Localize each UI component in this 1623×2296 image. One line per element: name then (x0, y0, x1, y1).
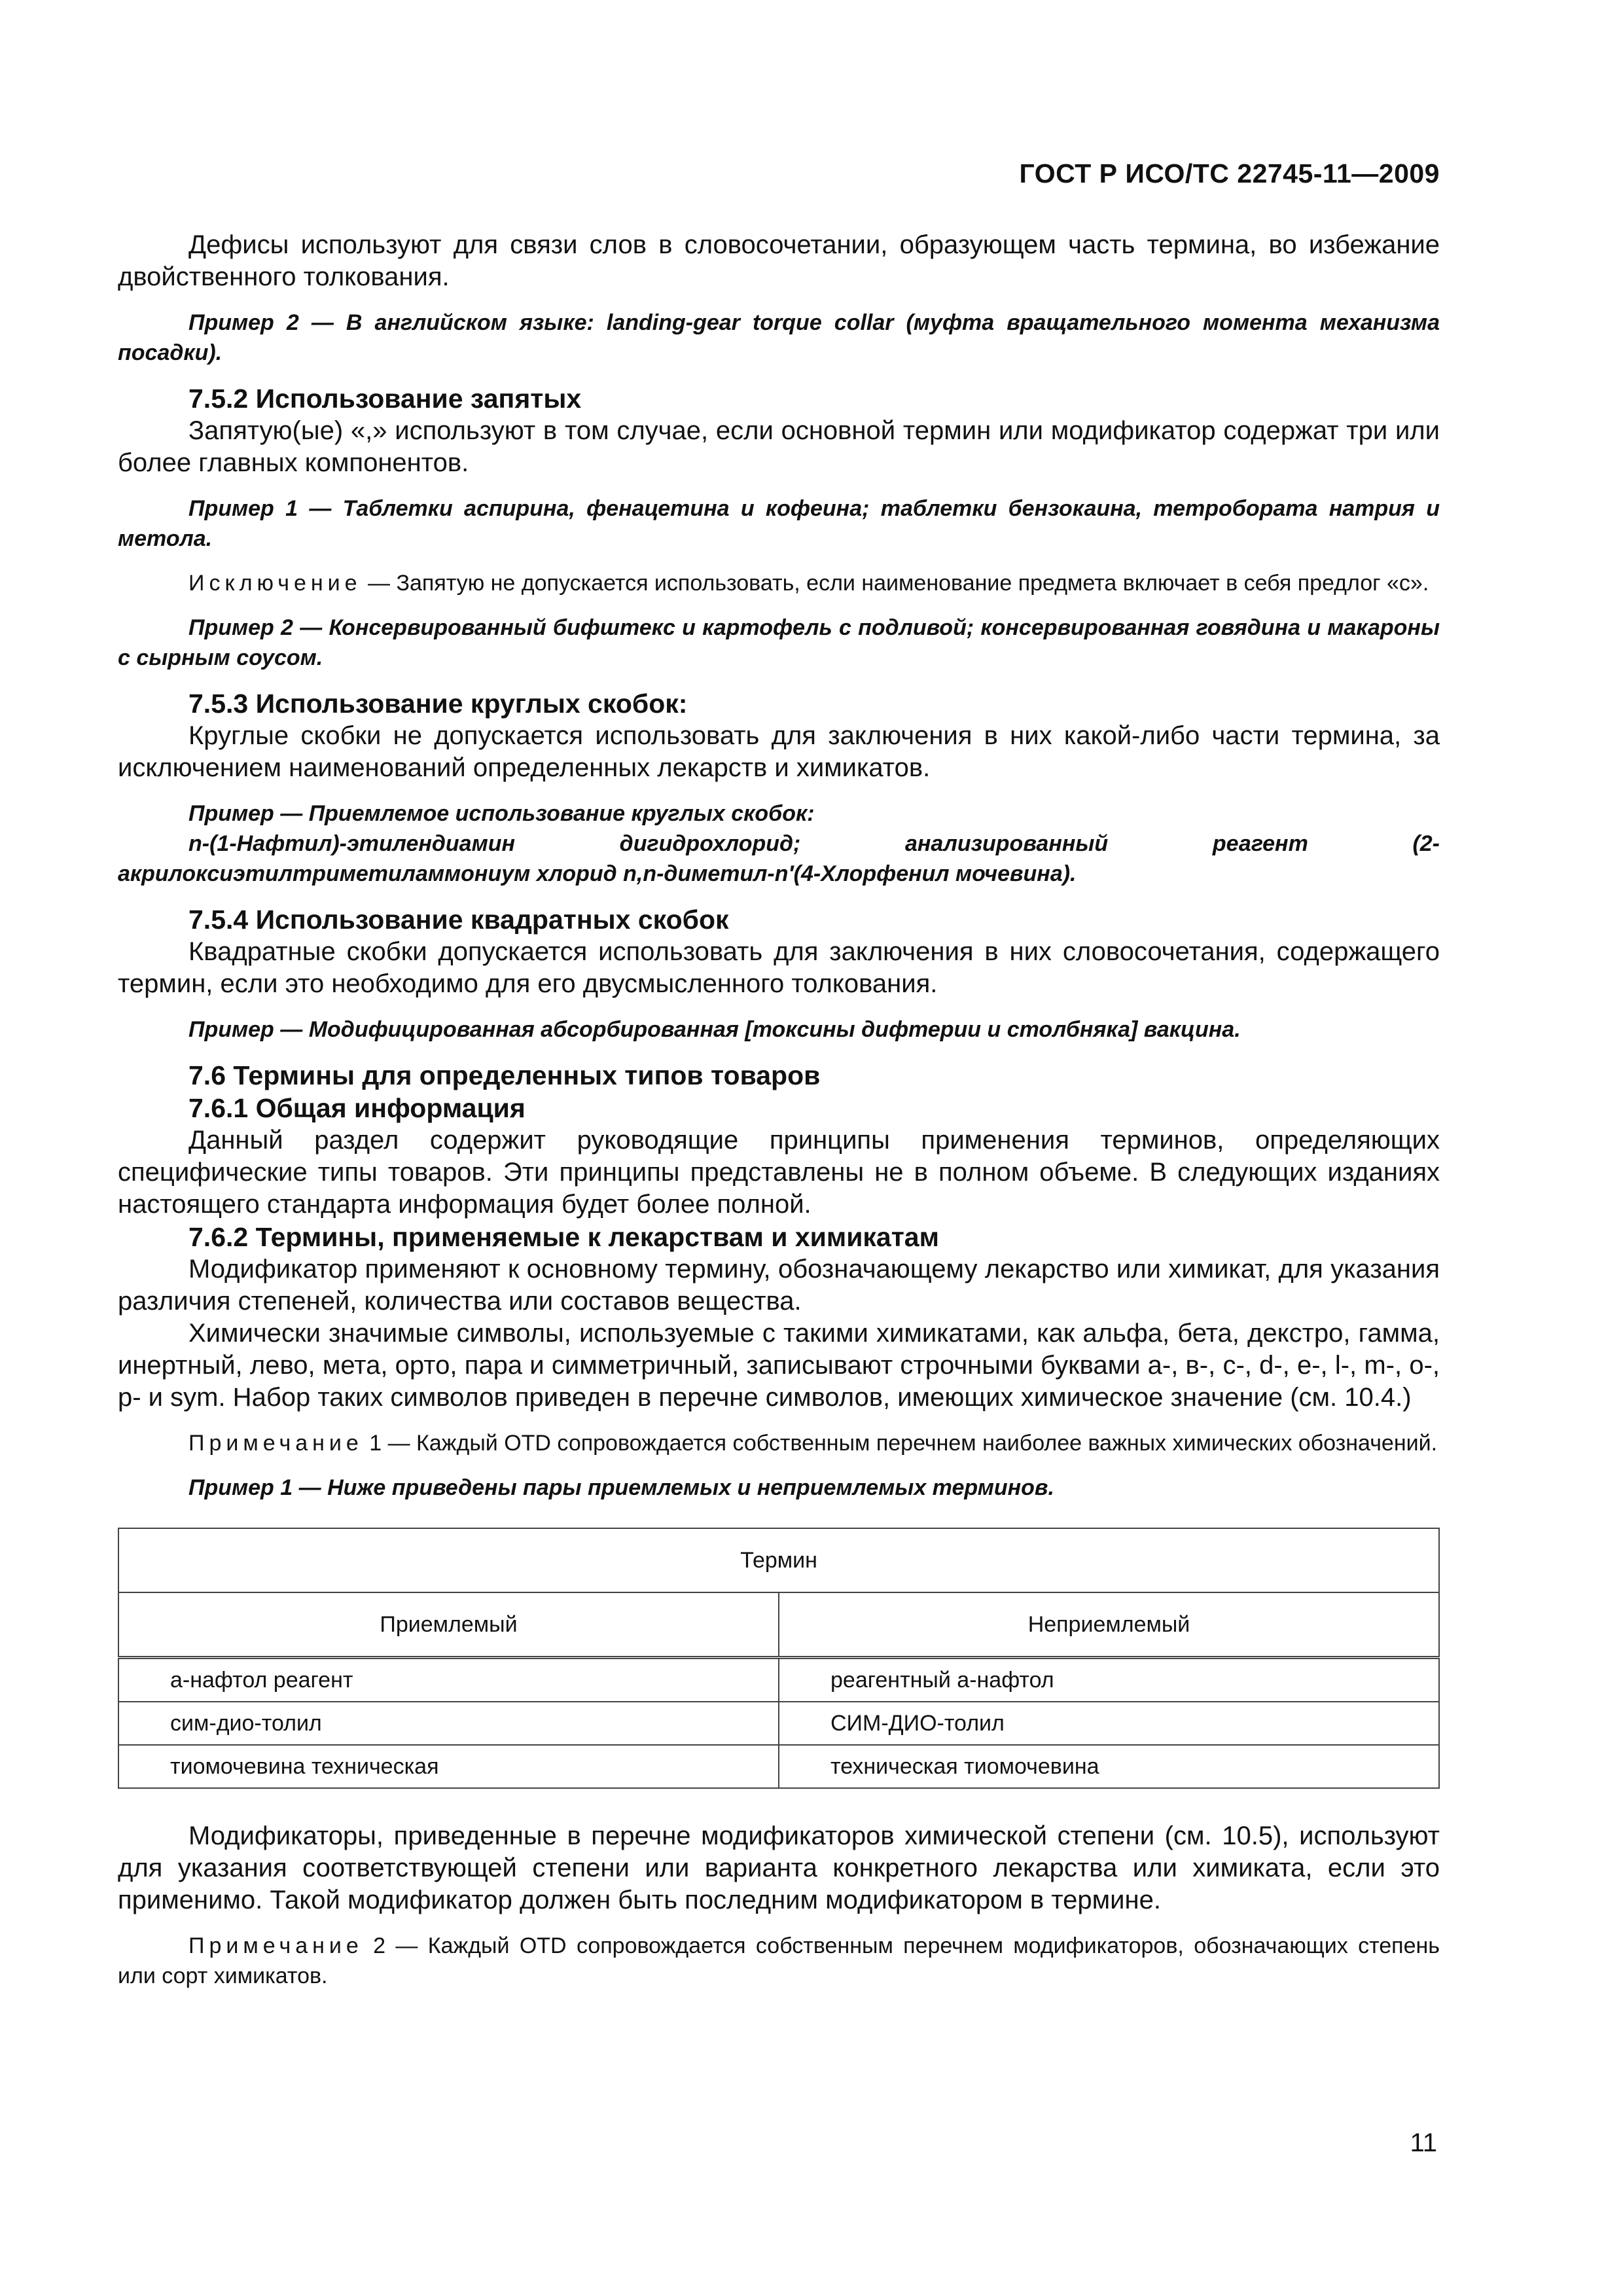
note-1-label: Примечание (188, 1431, 363, 1456)
example-7-5-4: Пример — Модифицированная абсорбированная [токсины дифтерии и столбняка] вакцина. (188, 1017, 1241, 1042)
paragraph-7-6-2-1: Модификатор применяют к основному термину, обозначающему лекарство или химикат, для указания различия степеней, количества или составов вещества. (118, 1255, 1440, 1316)
table-row (118, 1658, 1439, 1702)
paragraph-7-6-1: Данный раздел содержит руководящие принципы применения терминов, определяющих специфические типы товаров. Эти принципы представлены не в полном объеме. В следующих изданиях настоящего стандарта информация будет более полной. (118, 1126, 1440, 1219)
table-cell: реагентный a-нафтол (779, 1658, 1439, 1702)
heading-7-6-1: 7.6.1 Общая информация (188, 1093, 526, 1123)
table-row (118, 1745, 1439, 1788)
note-1-text: 1 — Каждый OTD сопровождается собственным перечнем наиболее важных химических обозначений. (363, 1431, 1438, 1456)
example-hyphens: Пример 2 — В английском языке: landing-gear torque collar (муфта вращательного момента механизма посадки). (118, 310, 1440, 365)
example-7-5-2-2: Пример 2 — Консервированный бифштекс и картофель с подливой; консервированная говядина и макароны с сырным соусом. (118, 615, 1440, 670)
column-header-unacceptable: Неприемлемый (779, 1592, 1439, 1658)
document-header: ГОСТ Р ИСО/ТС 22745-11—2009 (1019, 158, 1440, 188)
exception-label: Исключение (188, 571, 362, 596)
note-2-label: Примечание (188, 1933, 363, 1958)
page-number: 11 (1410, 2128, 1437, 2157)
paragraph-7-5-3: Круглые скобки не допускается использовать для заключения в них какой-либо части термина, за исключением наименований определенных лекарств и химикатов. (118, 721, 1440, 782)
table-cell: техническая тиомочевина (779, 1745, 1439, 1788)
table-row (118, 1702, 1439, 1745)
paragraph-7-5-2: Запятую(ые) «,» используют в том случае, если основной термин или модификатор содержат три или более главных компонентов. (118, 416, 1440, 477)
heading-7-5-4: 7.5.4 Использование квадратных скобок (188, 905, 729, 935)
heading-7-5-2: 7.5.2 Использование запятых (188, 384, 582, 414)
page-content (118, 229, 1440, 1991)
terms-table (118, 1528, 1440, 1789)
example-7-5-2-1: Пример 1 — Таблетки аспирина, фенацетина и кофеина; таблетки бензокаина, тетробората натрия и метола. (118, 496, 1440, 551)
heading-7-6: 7.6 Термины для определенных типов товаров (188, 1060, 821, 1090)
example-7-6-2: Пример 1 — Ниже приведены пары приемлемых и неприемлемых терминов. (188, 1475, 1054, 1500)
column-header-acceptable: Приемлемый (118, 1592, 779, 1658)
paragraph-7-5-4: Квадратные скобки допускается использовать для заключения в них словосочетания, содержащего термин, если это необходимо для его двусмысленного толкования. (118, 937, 1440, 998)
paragraph-hyphens: Дефисы используют для связи слов в словосочетании, образующем часть термина, во избежание двойственного толкования. (118, 230, 1440, 291)
heading-7-5-3: 7.5.3 Использование круглых скобок: (188, 689, 688, 719)
note-2-text: 2 — Каждый OTD сопровождается собственным перечнем модификаторов, обозначающих степень или сорт химикатов. (118, 1933, 1440, 1988)
example-7-5-3-title: Пример — Приемлемое использование круглых скобок: (188, 801, 815, 826)
paragraph-7-6-2-2: Химически значимые символы, используемые с такими химикатами, как альфа, бета, декстро, гамма, инертный, лево, мета, орто, пара и симметричный, записывают строчными буквами a-, в-, c-, d-, e-, l-, m-, o-, p- и sym. Набор таких символов приведен в перечне символов, имеющих химическое значение (см. 10.4.) (118, 1319, 1440, 1412)
exception-note (118, 568, 1440, 598)
table-cell: СИМ-ДИО-толил (779, 1702, 1439, 1745)
table-cell: a-нафтол реагент (118, 1658, 779, 1702)
table-caption: Термин (118, 1528, 1439, 1592)
note-2 (118, 1931, 1440, 1991)
heading-7-6-2: 7.6.2 Термины, применяемые к лекарствам и химикатам (188, 1222, 939, 1252)
table-cell: тиомочевина техническая (118, 1745, 779, 1788)
note-1 (118, 1428, 1440, 1458)
exception-text: — Запятую не допускается использовать, если наименование предмета включает в себя предлог «с». (361, 571, 1429, 596)
paragraph-modifiers: Модификаторы, приведенные в перечне модификаторов химической степени (см. 10.5), используют для указания соответствующей степени или варианта конкретного лекарства или химиката, если это применимо. Такой модификатор должен быть последним модификатором в термине. (118, 1821, 1440, 1914)
table-cell: сим-дио-толил (118, 1702, 779, 1745)
example-7-5-3-body: n-(1-Нафтил)-этилендиамин дигидрохлорид; анализированный реагент (2-акрилоксиэтилтриметиламмониум хлорид n,n-диметил-n′(4-Хлорфенил мочевина). (118, 831, 1440, 886)
